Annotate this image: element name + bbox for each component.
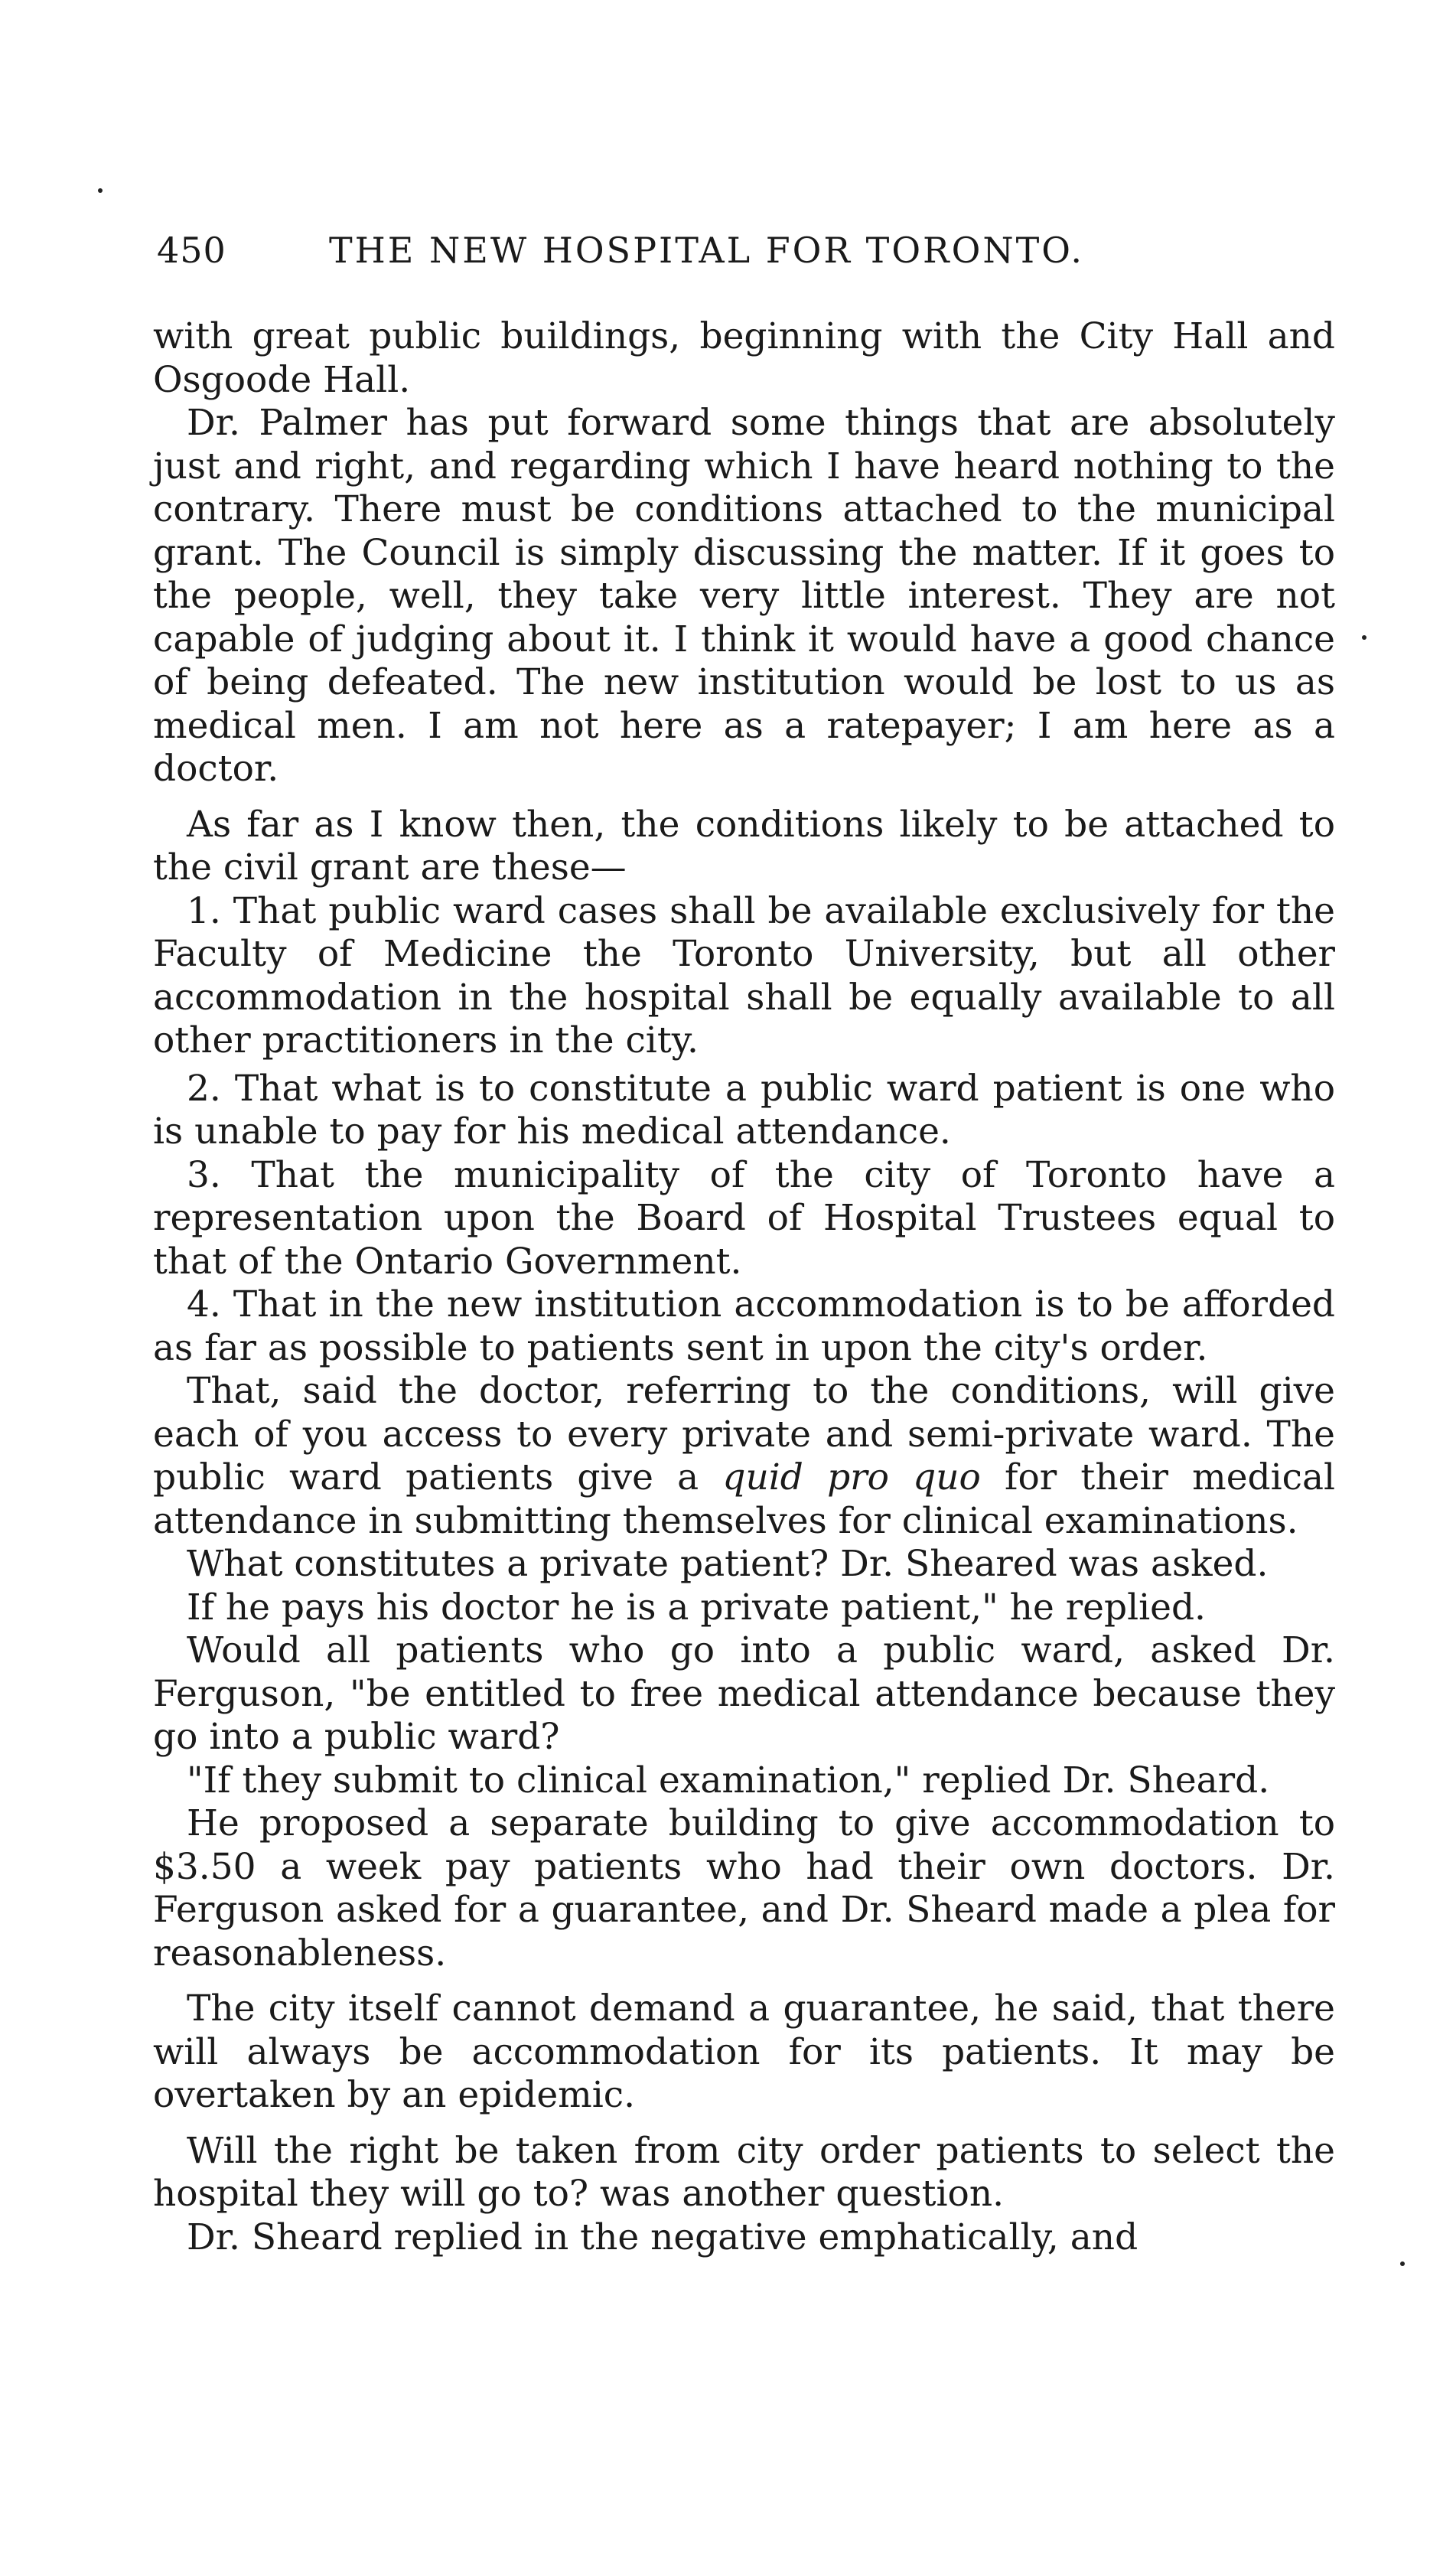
condition-item-3: 3. That the municipality of the city of Toronto have a representation upon the Board of Hospital Trustees equal to that of the Ontario Government.	[153, 1153, 1335, 1283]
condition-item-2: 2. That what is to constitute a public ward patient is one who is unable to pay for his medical attendance.	[153, 1067, 1335, 1153]
condition-item-4: 4. That in the new institution accommodation is to be afforded as far as possible to patients sent in upon the city's order.	[153, 1283, 1335, 1369]
paragraph-sheard-reply: "If they submit to clinical examination," replied Dr. Sheard.	[187, 1759, 1270, 1802]
paragraph-guarantee: The city itself cannot demand a guarantee, he said, that there will always be accommodation for its patients. It may be overtaken by an epidemic.	[153, 1987, 1335, 2116]
body-text	[153, 315, 1335, 2259]
paragraph-ferguson-question: Would all patients who go into a public ward, asked Dr. Ferguson, "be entitled to free medical attendance because they go into a public ward?	[153, 1629, 1335, 1758]
running-title: THE NEW HOSPITAL FOR TORONTO.	[329, 230, 1084, 271]
print-speck-right-lower	[1400, 2261, 1405, 2266]
paragraph-access	[153, 1370, 1335, 1543]
print-speck-left	[98, 188, 103, 193]
paragraph-access-text-end: for their medical attendance in submitting themselves for clinical examinations.	[153, 1456, 1336, 1542]
paragraph-right-question: Will the right be taken from city order patients to select the hospital they will go to? was another question.	[153, 2129, 1335, 2215]
paragraph-access-text: That, said the doctor, referring to the conditions, will give each of you access to every private and semi-private ward. The public ward patients give a	[153, 1370, 1335, 1498]
paragraph-private-patient-reply: If he pays his doctor he is a private patient," he replied.	[187, 1586, 1206, 1629]
page-number: 450	[157, 230, 226, 271]
paragraph-separate-building: He proposed a separate building to give accommodation to $3.50 a week pay patients who had their own doctors. Dr. Ferguson asked for a guarantee, and Dr. Sheard made a plea for reasonableness.	[153, 1802, 1335, 1974]
condition-item-1: 1. That public ward cases shall be available exclusively for the Faculty of Medicine the Toronto University, but all other accommodation in the hospital shall be equally available to all other practitioners in the city.	[153, 889, 1335, 1061]
paragraph-private-patient-question: What constitutes a private patient? Dr. Sheared was asked.	[187, 1543, 1269, 1585]
page-header	[157, 230, 1335, 291]
print-speck-right	[1362, 635, 1366, 640]
paragraph-sheard-negative: Dr. Sheard replied in the negative emphatically, and	[187, 2216, 1138, 2258]
paragraph-conditions-intro: As far as I know then, the conditions likely to be attached to the civil grant are these—	[153, 803, 1335, 889]
paragraph-palmer: Dr. Palmer has put forward some things that are absolutely just and right, and regarding which I have heard nothing to the contrary. There must be conditions attached to the municipal grant. The Council is simply discussing the matter. If it goes to the people, well, they take very little interest. They are not capable of judging about it. I think it would have a good chance of being defeated. The new institution would be lost to us as medical men. I am not here as a ratepayer; I am here as a doctor.	[153, 402, 1335, 790]
paragraph-continuation: with great public buildings, beginning with the City Hall and Osgoode Hall.	[153, 315, 1335, 401]
latin-phrase: quid pro quo	[722, 1456, 981, 1498]
